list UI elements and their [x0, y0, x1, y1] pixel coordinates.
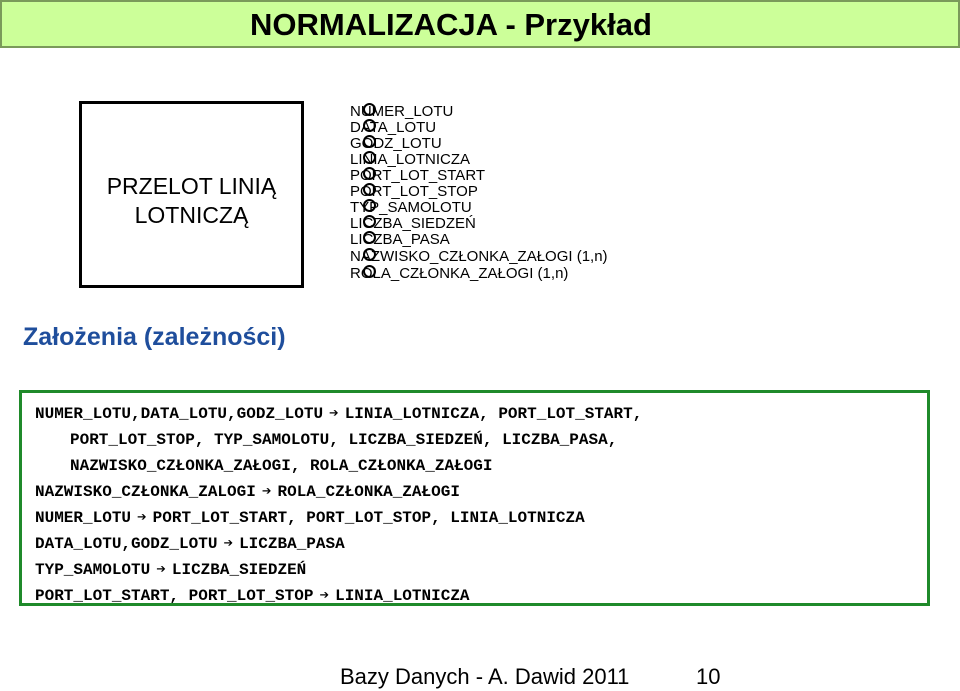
attribute-item: TYP_SAMOLOTU [350, 199, 472, 216]
dependency-line [35, 405, 642, 423]
attribute-item: NUMER_LOTU [350, 103, 454, 120]
assumptions-title: Założenia (zależności) [23, 323, 286, 351]
dependency-left: NAZWISKO_CZŁONKA_ZALOGI [35, 483, 256, 501]
dependency-right: LINIA_LOTNICZA [335, 587, 470, 605]
dependency-right: LINIA_LOTNICZA, PORT_LOT_START, [344, 405, 643, 423]
title-bar [0, 0, 960, 48]
dependency-right: PORT_LOT_START, PORT_LOT_STOP, LINIA_LOTNICZA [152, 509, 585, 527]
attribute-item: NAZWISKO_CZŁONKA_ZAŁOGI (1,n) [350, 248, 608, 265]
dependency-left: NUMER_LOTU [35, 509, 132, 527]
dependency-line [35, 483, 460, 501]
entity-name-line1: PRZELOT LINIĄ [106, 173, 277, 199]
right-arrow-icon: ➔ [319, 587, 330, 605]
entity-name [82, 172, 301, 230]
dependency-line [35, 509, 585, 527]
attribute-item: ROLA_CZŁONKA_ZAŁOGI (1,n) [350, 265, 569, 282]
dependency-left: TYP_SAMOLOTU [35, 561, 151, 579]
page-number: 10 [696, 664, 721, 689]
attribute-item: PORT_LOT_STOP [350, 183, 478, 200]
dependency-line [35, 561, 306, 579]
attribute-item: LICZBA_SIEDZEŃ [350, 215, 476, 232]
dependency-right: ROLA_CZŁONKA_ZAŁOGI [277, 483, 460, 501]
dependency-line [35, 587, 470, 605]
dependency-left: NUMER_LOTU,DATA_LOTU,GODZ_LOTU [35, 405, 324, 423]
entity-name-line2: LOTNICZĄ [134, 202, 249, 228]
dependency-line: NAZWISKO_CZŁONKA_ZAŁOGI, ROLA_CZŁONKA_ZAŁOGI [70, 457, 493, 475]
footer-text: Bazy Danych - A. Dawid 2011 [340, 664, 630, 689]
attribute-item: DATA_LOTU [350, 119, 437, 136]
dependency-left: DATA_LOTU,GODZ_LOTU [35, 535, 218, 553]
dependency-left: PORT_LOT_START, PORT_LOT_STOP [35, 587, 314, 605]
right-arrow-icon: ➔ [156, 561, 166, 579]
attribute-item: PORT_LOT_START [350, 167, 486, 184]
right-arrow-icon: ➔ [137, 509, 147, 527]
dependency-line: PORT_LOT_STOP, TYP_SAMOLOTU, LICZBA_SIEDZEŃ, LICZBA_PASA, [70, 431, 618, 449]
entity-box [79, 101, 304, 288]
attribute-item: GODZ_LOTU [350, 135, 442, 152]
right-arrow-icon: ➔ [329, 405, 339, 423]
dependency-right: LICZBA_SIEDZEŃ [171, 561, 307, 579]
right-arrow-icon: ➔ [261, 483, 272, 501]
attribute-item: LICZBA_PASA [350, 231, 450, 248]
dependencies-box [19, 390, 930, 606]
attribute-item: LINIA_LOTNICZA [350, 151, 471, 168]
dependency-right: LICZBA_PASA [239, 535, 345, 553]
dependency-line [35, 535, 345, 553]
right-arrow-icon: ➔ [223, 535, 234, 553]
page-title: NORMALIZACJA - Przykład [250, 7, 652, 42]
